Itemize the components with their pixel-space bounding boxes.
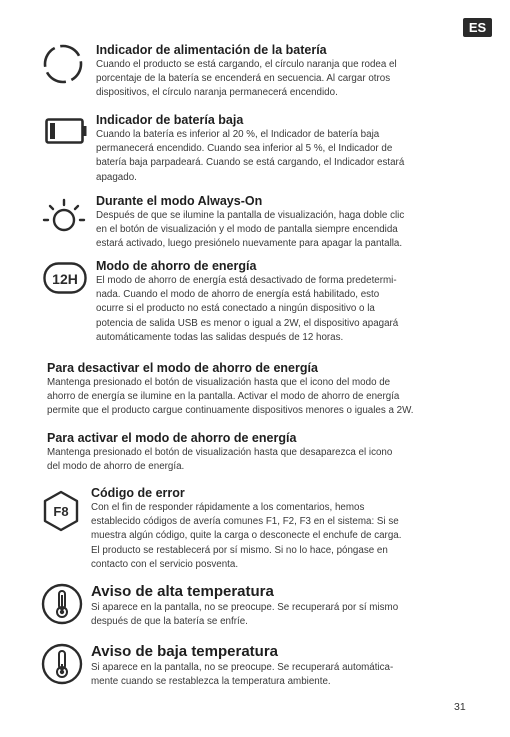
section-disable-power-saving <box>47 361 414 419</box>
section-title: Durante el modo Always-On <box>96 194 263 208</box>
body-line: ahorro de energía se ilumine en la pantalla. Activar el modo de ahorro de energía <box>47 391 400 403</box>
body-line: batería baja parpadeará. Cuando se está cargando, el Indicador estará <box>96 157 405 169</box>
body-line: muestra algún código, quite la carga o desconecte el enchufe de carga. <box>91 530 402 542</box>
section-title: Indicador de batería baja <box>96 113 244 127</box>
low-battery-icon <box>45 118 87 144</box>
section-title: Para activar el modo de ahorro de energía <box>47 431 297 445</box>
section-title: Aviso de alta temperatura <box>91 583 274 600</box>
language-badge: ES <box>463 18 492 37</box>
page-number: 31 <box>454 701 466 713</box>
battery-ring-icon <box>43 44 83 84</box>
section-high-temperature <box>91 583 398 629</box>
section-battery-power-indicator <box>96 43 397 101</box>
body-line: mente cuando se restablezca la temperatura ambiente. <box>91 676 331 688</box>
body-line: potencia de salida USB es menor o igual a 2W, el dispositivo apagará <box>96 317 399 329</box>
section-title: Aviso de baja temperatura <box>91 643 279 660</box>
section-enable-power-saving <box>47 431 392 474</box>
high-temperature-icon <box>41 583 83 625</box>
body-line: permanecerá encendido. Cuando sea inferior al 5 %, el Indicador de <box>96 143 393 155</box>
section-error-code <box>91 486 401 572</box>
body-line: El modo de ahorro de energía está desactivado de forma predetermi- <box>96 275 397 286</box>
section-title: Modo de ahorro de energía <box>96 259 257 273</box>
body-line: Con el fin de responder rápidamente a los comentarios, hemos <box>91 502 365 513</box>
section-title: Código de error <box>91 486 185 500</box>
body-line: Si aparece en la pantalla, no se preocupe. Se recuperará automática- <box>91 662 394 673</box>
body-line: dispositivos, el círculo naranja permanecerá encendido. <box>96 87 338 99</box>
body-line: ocurre si el producto no está conectado a ningún dispositivo o la <box>96 303 375 315</box>
body-line: establecido códigos de avería comunes F1, F2, F3 en el sistema: Si se <box>91 516 399 528</box>
body-line: Mantenga presionado el botón de visualización hasta que el icono del modo de <box>47 377 391 388</box>
section-title: Indicador de alimentación de la batería <box>96 43 327 57</box>
body-line: contacto con el servicio posventa. <box>91 558 239 570</box>
body-line: Mantenga presionado el botón de visualización hasta que desaparezca el icono <box>47 447 393 458</box>
body-line: automáticamente todas las salidas después de 12 horas. <box>96 331 344 343</box>
body-line: estará activado, luego presiónelo nuevamente para apagar la pantalla. <box>96 238 403 250</box>
low-temperature-icon <box>41 643 83 685</box>
section-low-battery-indicator <box>96 113 404 185</box>
sun-icon <box>42 196 86 240</box>
twelve-hour-icon-label: 12H <box>52 271 78 287</box>
body-line: después de que la batería se enfríe. <box>91 616 248 628</box>
body-line: El producto se restablecerá por sí mismo. Si no lo hace, póngase en <box>91 544 388 556</box>
error-code-icon <box>40 490 82 532</box>
section-title: Para desactivar el modo de ahorro de energía <box>47 361 318 375</box>
section-power-saving-mode <box>96 259 398 345</box>
body-line: en el botón de visualización y el modo de pantalla siempre encendida <box>96 224 398 236</box>
twelve-hour-icon <box>43 262 87 294</box>
body-line: porcentaje de la batería se encenderá en secuencia. Al cargar otros <box>96 73 391 85</box>
body-line: Después de que se ilumine la pantalla de visualización, haga doble clic <box>96 210 405 221</box>
section-always-on-mode <box>96 194 404 252</box>
body-line: del modo de ahorro de energía. <box>47 461 185 473</box>
body-line: Cuando el producto se está cargando, el círculo naranja que rodea el <box>96 59 397 70</box>
body-line: nada. Cuando el modo de ahorro de energía está habilitado, esto <box>96 289 380 301</box>
body-line: Cuando la batería es inferior al 20 %, el Indicador de batería baja <box>96 129 380 140</box>
body-line: Si aparece en la pantalla, no se preocupe. Se recuperará por sí mismo <box>91 602 399 613</box>
section-low-temperature <box>91 643 393 689</box>
body-line: apagado. <box>96 171 137 183</box>
body-line: permite que el producto cargue continuamente dispositivos menores o iguales a 2W. <box>47 405 414 417</box>
error-code-icon-label: F8 <box>53 504 69 519</box>
